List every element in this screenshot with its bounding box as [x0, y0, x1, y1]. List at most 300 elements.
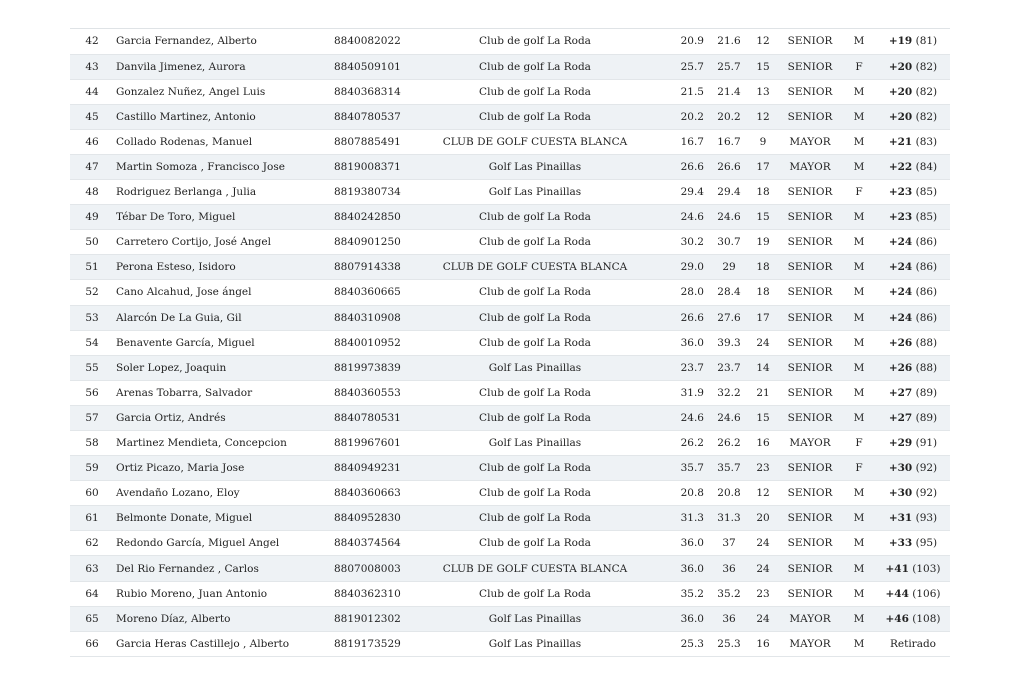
position-cell: 47 [70, 154, 114, 179]
position-cell: 56 [70, 380, 114, 405]
handicap-exact-cell: 26.6 [650, 305, 710, 330]
strokes-cell: 23 [748, 581, 778, 606]
strokes-cell: 19 [748, 230, 778, 255]
strokes-cell: 18 [748, 180, 778, 205]
club-cell: Club de golf La Roda [420, 54, 650, 79]
handicap-exact-cell: 25.7 [650, 54, 710, 79]
handicap-play-cell: 23.7 [710, 355, 748, 380]
handicap-exact-cell: 36.0 [650, 606, 710, 631]
sex-cell: M [842, 355, 876, 380]
club-cell: Club de golf La Roda [420, 104, 650, 129]
position-cell: 44 [70, 79, 114, 104]
player-name-cell: Carretero Cortijo, José Angel [114, 230, 334, 255]
score-over-par: +21 [888, 135, 913, 148]
sex-cell: M [842, 606, 876, 631]
sex-cell: M [842, 330, 876, 355]
category-cell: SENIOR [778, 255, 842, 280]
handicap-play-cell: 36 [710, 556, 748, 581]
handicap-exact-cell: 25.3 [650, 631, 710, 656]
status-text: Retirado [889, 637, 937, 650]
sex-cell: M [842, 154, 876, 179]
player-name-cell: Benavente García, Miguel [114, 330, 334, 355]
table-row [70, 129, 950, 154]
result-cell [876, 481, 950, 506]
total-strokes: (89) [915, 411, 938, 424]
score-over-par: +41 [885, 562, 909, 575]
position-cell: 43 [70, 54, 114, 79]
handicap-exact-cell: 35.2 [650, 581, 710, 606]
handicap-play-cell: 36 [710, 606, 748, 631]
result-cell [876, 556, 950, 581]
player-name-cell: Soler Lopez, Joaquin [114, 355, 334, 380]
result-cell [876, 405, 950, 430]
total-strokes: (103) [912, 562, 941, 575]
handicap-play-cell: 21.6 [710, 29, 748, 54]
result-cell [876, 380, 950, 405]
player-name-cell: Collado Rodenas, Manuel [114, 129, 334, 154]
strokes-cell: 15 [748, 205, 778, 230]
table-row [70, 631, 950, 656]
result-cell [876, 531, 950, 556]
license-cell: 8840952830 [334, 506, 420, 531]
category-cell: SENIOR [778, 180, 842, 205]
player-name-cell: Alarcón De La Guia, Gil [114, 305, 334, 330]
club-cell: Club de golf La Roda [420, 456, 650, 481]
score-over-par: +26 [888, 361, 913, 374]
category-cell: SENIOR [778, 581, 842, 606]
table-row [70, 581, 950, 606]
table-row [70, 456, 950, 481]
total-strokes: (92) [915, 462, 938, 475]
table-row [70, 29, 950, 54]
score-over-par: +33 [888, 537, 913, 550]
club-cell: Club de golf La Roda [420, 405, 650, 430]
license-cell: 8840082022 [334, 29, 420, 54]
handicap-play-cell: 31.3 [710, 506, 748, 531]
club-cell: Club de golf La Roda [420, 506, 650, 531]
license-cell: 8840949231 [334, 456, 420, 481]
table-row [70, 556, 950, 581]
sex-cell: M [842, 230, 876, 255]
strokes-cell: 17 [748, 305, 778, 330]
sex-cell: M [842, 255, 876, 280]
position-cell: 48 [70, 180, 114, 205]
license-cell: 8840310908 [334, 305, 420, 330]
score-over-par: +19 [888, 35, 913, 48]
total-strokes: (92) [915, 487, 938, 500]
category-cell: SENIOR [778, 280, 842, 305]
license-cell: 8840362310 [334, 581, 420, 606]
handicap-play-cell: 25.7 [710, 54, 748, 79]
handicap-play-cell: 37 [710, 531, 748, 556]
score-over-par: +24 [888, 261, 913, 274]
table-row [70, 531, 950, 556]
total-strokes: (86) [915, 311, 938, 324]
result-cell [876, 280, 950, 305]
club-cell: Club de golf La Roda [420, 230, 650, 255]
strokes-cell: 9 [748, 129, 778, 154]
sex-cell: M [842, 205, 876, 230]
table-row [70, 79, 950, 104]
strokes-cell: 23 [748, 456, 778, 481]
player-name-cell: Redondo García, Miguel Angel [114, 531, 334, 556]
strokes-cell: 24 [748, 556, 778, 581]
position-cell: 57 [70, 405, 114, 430]
score-over-par: +30 [888, 462, 913, 475]
result-cell [876, 631, 950, 656]
result-cell [876, 154, 950, 179]
results-table [70, 29, 950, 657]
player-name-cell: Gonzalez Nuñez, Angel Luis [114, 79, 334, 104]
strokes-cell: 15 [748, 405, 778, 430]
score-over-par: +27 [888, 411, 913, 424]
total-strokes: (88) [915, 336, 938, 349]
table-row [70, 104, 950, 129]
position-cell: 63 [70, 556, 114, 581]
license-cell: 8819973839 [334, 355, 420, 380]
handicap-exact-cell: 29.4 [650, 180, 710, 205]
player-name-cell: Avendaño Lozano, Eloy [114, 481, 334, 506]
score-over-par: +22 [888, 161, 913, 174]
total-strokes: (81) [915, 35, 938, 48]
category-cell: SENIOR [778, 205, 842, 230]
result-cell [876, 29, 950, 54]
handicap-play-cell: 20.2 [710, 104, 748, 129]
result-cell [876, 255, 950, 280]
result-cell [876, 104, 950, 129]
position-cell: 55 [70, 355, 114, 380]
player-name-cell: Danvila Jimenez, Aurora [114, 54, 334, 79]
result-cell [876, 54, 950, 79]
handicap-play-cell: 32.2 [710, 380, 748, 405]
position-cell: 61 [70, 506, 114, 531]
category-cell: SENIOR [778, 380, 842, 405]
handicap-play-cell: 39.3 [710, 330, 748, 355]
category-cell: SENIOR [778, 531, 842, 556]
strokes-cell: 12 [748, 29, 778, 54]
total-strokes: (82) [915, 110, 938, 123]
category-cell: SENIOR [778, 104, 842, 129]
category-cell: MAYOR [778, 129, 842, 154]
handicap-exact-cell: 31.3 [650, 506, 710, 531]
player-name-cell: Martinez Mendieta, Concepcion [114, 431, 334, 456]
strokes-cell: 21 [748, 380, 778, 405]
position-cell: 59 [70, 456, 114, 481]
total-strokes: (85) [915, 211, 938, 224]
handicap-play-cell: 35.7 [710, 456, 748, 481]
sex-cell: M [842, 104, 876, 129]
category-cell: MAYOR [778, 431, 842, 456]
handicap-exact-cell: 21.5 [650, 79, 710, 104]
total-strokes: (86) [915, 261, 938, 274]
sex-cell: M [842, 556, 876, 581]
sex-cell: F [842, 431, 876, 456]
club-cell: Golf Las Pinaillas [420, 180, 650, 205]
result-cell [876, 330, 950, 355]
total-strokes: (108) [912, 612, 941, 625]
position-cell: 60 [70, 481, 114, 506]
category-cell: SENIOR [778, 29, 842, 54]
score-over-par: +24 [888, 311, 913, 324]
player-name-cell: Belmonte Donate, Miguel [114, 506, 334, 531]
club-cell: Club de golf La Roda [420, 205, 650, 230]
handicap-exact-cell: 31.9 [650, 380, 710, 405]
result-cell [876, 431, 950, 456]
table-row [70, 180, 950, 205]
player-name-cell: Cano Alcahud, Jose ángel [114, 280, 334, 305]
club-cell: Golf Las Pinaillas [420, 355, 650, 380]
result-cell [876, 230, 950, 255]
club-cell: Golf Las Pinaillas [420, 154, 650, 179]
results-sheet [70, 28, 950, 657]
total-strokes: (89) [915, 386, 938, 399]
handicap-exact-cell: 36.0 [650, 330, 710, 355]
handicap-play-cell: 24.6 [710, 405, 748, 430]
score-over-par: +24 [888, 236, 913, 249]
strokes-cell: 24 [748, 330, 778, 355]
category-cell: SENIOR [778, 506, 842, 531]
sex-cell: M [842, 506, 876, 531]
score-over-par: +20 [888, 60, 913, 73]
category-cell: SENIOR [778, 405, 842, 430]
sex-cell: M [842, 581, 876, 606]
license-cell: 8840010952 [334, 330, 420, 355]
handicap-exact-cell: 36.0 [650, 556, 710, 581]
license-cell: 8807914338 [334, 255, 420, 280]
table-row [70, 606, 950, 631]
strokes-cell: 14 [748, 355, 778, 380]
license-cell: 8840780537 [334, 104, 420, 129]
table-row [70, 154, 950, 179]
license-cell: 8819967601 [334, 431, 420, 456]
handicap-exact-cell: 20.2 [650, 104, 710, 129]
position-cell: 62 [70, 531, 114, 556]
score-over-par: +20 [888, 85, 913, 98]
sex-cell: M [842, 29, 876, 54]
handicap-play-cell: 21.4 [710, 79, 748, 104]
position-cell: 66 [70, 631, 114, 656]
table-row [70, 230, 950, 255]
score-over-par: +30 [888, 487, 913, 500]
license-cell: 8819012302 [334, 606, 420, 631]
result-cell [876, 79, 950, 104]
result-cell [876, 606, 950, 631]
club-cell: Club de golf La Roda [420, 305, 650, 330]
table-row [70, 205, 950, 230]
handicap-exact-cell: 20.8 [650, 481, 710, 506]
player-name-cell: Rodriguez Berlanga , Julia [114, 180, 334, 205]
sex-cell: M [842, 405, 876, 430]
player-name-cell: Garcia Fernandez, Alberto [114, 29, 334, 54]
position-cell: 52 [70, 280, 114, 305]
strokes-cell: 24 [748, 531, 778, 556]
score-over-par: +20 [888, 110, 913, 123]
category-cell: SENIOR [778, 456, 842, 481]
strokes-cell: 16 [748, 631, 778, 656]
table-row [70, 506, 950, 531]
position-cell: 54 [70, 330, 114, 355]
score-over-par: +29 [888, 437, 913, 450]
license-cell: 8840509101 [334, 54, 420, 79]
sex-cell: F [842, 180, 876, 205]
position-cell: 49 [70, 205, 114, 230]
player-name-cell: Perona Esteso, Isidoro [114, 255, 334, 280]
category-cell: SENIOR [778, 330, 842, 355]
table-row [70, 330, 950, 355]
license-cell: 8840901250 [334, 230, 420, 255]
handicap-exact-cell: 16.7 [650, 129, 710, 154]
handicap-exact-cell: 30.2 [650, 230, 710, 255]
strokes-cell: 13 [748, 79, 778, 104]
category-cell: SENIOR [778, 481, 842, 506]
result-cell [876, 129, 950, 154]
sex-cell: M [842, 305, 876, 330]
sex-cell: F [842, 54, 876, 79]
license-cell: 8840368314 [334, 79, 420, 104]
strokes-cell: 12 [748, 104, 778, 129]
player-name-cell: Garcia Ortiz, Andrés [114, 405, 334, 430]
score-over-par: +31 [888, 512, 913, 525]
position-cell: 50 [70, 230, 114, 255]
category-cell: MAYOR [778, 154, 842, 179]
club-cell: Club de golf La Roda [420, 29, 650, 54]
total-strokes: (91) [915, 437, 938, 450]
table-row [70, 255, 950, 280]
result-cell [876, 456, 950, 481]
license-cell: 8807008003 [334, 556, 420, 581]
handicap-exact-cell: 26.2 [650, 431, 710, 456]
club-cell: CLUB DE GOLF CUESTA BLANCA [420, 255, 650, 280]
license-cell: 8840242850 [334, 205, 420, 230]
category-cell: MAYOR [778, 631, 842, 656]
total-strokes: (83) [915, 135, 938, 148]
handicap-play-cell: 30.7 [710, 230, 748, 255]
score-over-par: +46 [885, 612, 909, 625]
category-cell: SENIOR [778, 355, 842, 380]
sex-cell: F [842, 456, 876, 481]
handicap-exact-cell: 29.0 [650, 255, 710, 280]
result-cell [876, 355, 950, 380]
club-cell: CLUB DE GOLF CUESTA BLANCA [420, 129, 650, 154]
table-row [70, 280, 950, 305]
player-name-cell: Rubio Moreno, Juan Antonio [114, 581, 334, 606]
category-cell: SENIOR [778, 230, 842, 255]
category-cell: MAYOR [778, 606, 842, 631]
handicap-play-cell: 25.3 [710, 631, 748, 656]
position-cell: 51 [70, 255, 114, 280]
handicap-play-cell: 20.8 [710, 481, 748, 506]
license-cell: 8819173529 [334, 631, 420, 656]
handicap-exact-cell: 24.6 [650, 405, 710, 430]
table-row [70, 380, 950, 405]
handicap-exact-cell: 35.7 [650, 456, 710, 481]
club-cell: Golf Las Pinaillas [420, 606, 650, 631]
sex-cell: M [842, 631, 876, 656]
sex-cell: M [842, 280, 876, 305]
table-row [70, 305, 950, 330]
position-cell: 53 [70, 305, 114, 330]
category-cell: SENIOR [778, 556, 842, 581]
license-cell: 8840374564 [334, 531, 420, 556]
total-strokes: (93) [915, 512, 938, 525]
handicap-exact-cell: 24.6 [650, 205, 710, 230]
strokes-cell: 16 [748, 431, 778, 456]
player-name-cell: Moreno Díaz, Alberto [114, 606, 334, 631]
result-cell [876, 180, 950, 205]
club-cell: CLUB DE GOLF CUESTA BLANCA [420, 556, 650, 581]
table-row [70, 431, 950, 456]
license-cell: 8807885491 [334, 129, 420, 154]
score-over-par: +27 [888, 386, 913, 399]
license-cell: 8840360665 [334, 280, 420, 305]
handicap-play-cell: 26.6 [710, 154, 748, 179]
position-cell: 64 [70, 581, 114, 606]
sex-cell: M [842, 79, 876, 104]
total-strokes: (82) [915, 60, 938, 73]
strokes-cell: 12 [748, 481, 778, 506]
total-strokes: (95) [915, 537, 938, 550]
handicap-play-cell: 29.4 [710, 180, 748, 205]
total-strokes: (84) [915, 161, 938, 174]
license-cell: 8819008371 [334, 154, 420, 179]
table-row [70, 405, 950, 430]
category-cell: SENIOR [778, 79, 842, 104]
club-cell: Club de golf La Roda [420, 280, 650, 305]
total-strokes: (86) [915, 236, 938, 249]
club-cell: Club de golf La Roda [420, 330, 650, 355]
position-cell: 45 [70, 104, 114, 129]
strokes-cell: 18 [748, 280, 778, 305]
handicap-exact-cell: 36.0 [650, 531, 710, 556]
results-rows [70, 29, 950, 656]
category-cell: SENIOR [778, 305, 842, 330]
handicap-exact-cell: 23.7 [650, 355, 710, 380]
category-cell: SENIOR [778, 54, 842, 79]
handicap-exact-cell: 26.6 [650, 154, 710, 179]
table-row [70, 481, 950, 506]
total-strokes: (106) [912, 587, 941, 600]
player-name-cell: Castillo Martinez, Antonio [114, 104, 334, 129]
player-name-cell: Tébar De Toro, Miguel [114, 205, 334, 230]
license-cell: 8840360553 [334, 380, 420, 405]
total-strokes: (88) [915, 361, 938, 374]
position-cell: 65 [70, 606, 114, 631]
table-row [70, 355, 950, 380]
club-cell: Club de golf La Roda [420, 531, 650, 556]
sex-cell: M [842, 531, 876, 556]
player-name-cell: Garcia Heras Castillejo , Alberto [114, 631, 334, 656]
club-cell: Club de golf La Roda [420, 380, 650, 405]
player-name-cell: Ortiz Picazo, Maria Jose [114, 456, 334, 481]
sex-cell: M [842, 481, 876, 506]
score-over-par: +26 [888, 336, 913, 349]
strokes-cell: 15 [748, 54, 778, 79]
club-cell: Golf Las Pinaillas [420, 431, 650, 456]
strokes-cell: 20 [748, 506, 778, 531]
score-over-par: +23 [888, 186, 913, 199]
total-strokes: (86) [915, 286, 938, 299]
license-cell: 8840780531 [334, 405, 420, 430]
total-strokes: (85) [915, 186, 938, 199]
table-row [70, 54, 950, 79]
total-strokes: (82) [915, 85, 938, 98]
sex-cell: M [842, 380, 876, 405]
handicap-play-cell: 24.6 [710, 205, 748, 230]
license-cell: 8840360663 [334, 481, 420, 506]
handicap-play-cell: 26.2 [710, 431, 748, 456]
position-cell: 46 [70, 129, 114, 154]
player-name-cell: Del Rio Fernandez , Carlos [114, 556, 334, 581]
